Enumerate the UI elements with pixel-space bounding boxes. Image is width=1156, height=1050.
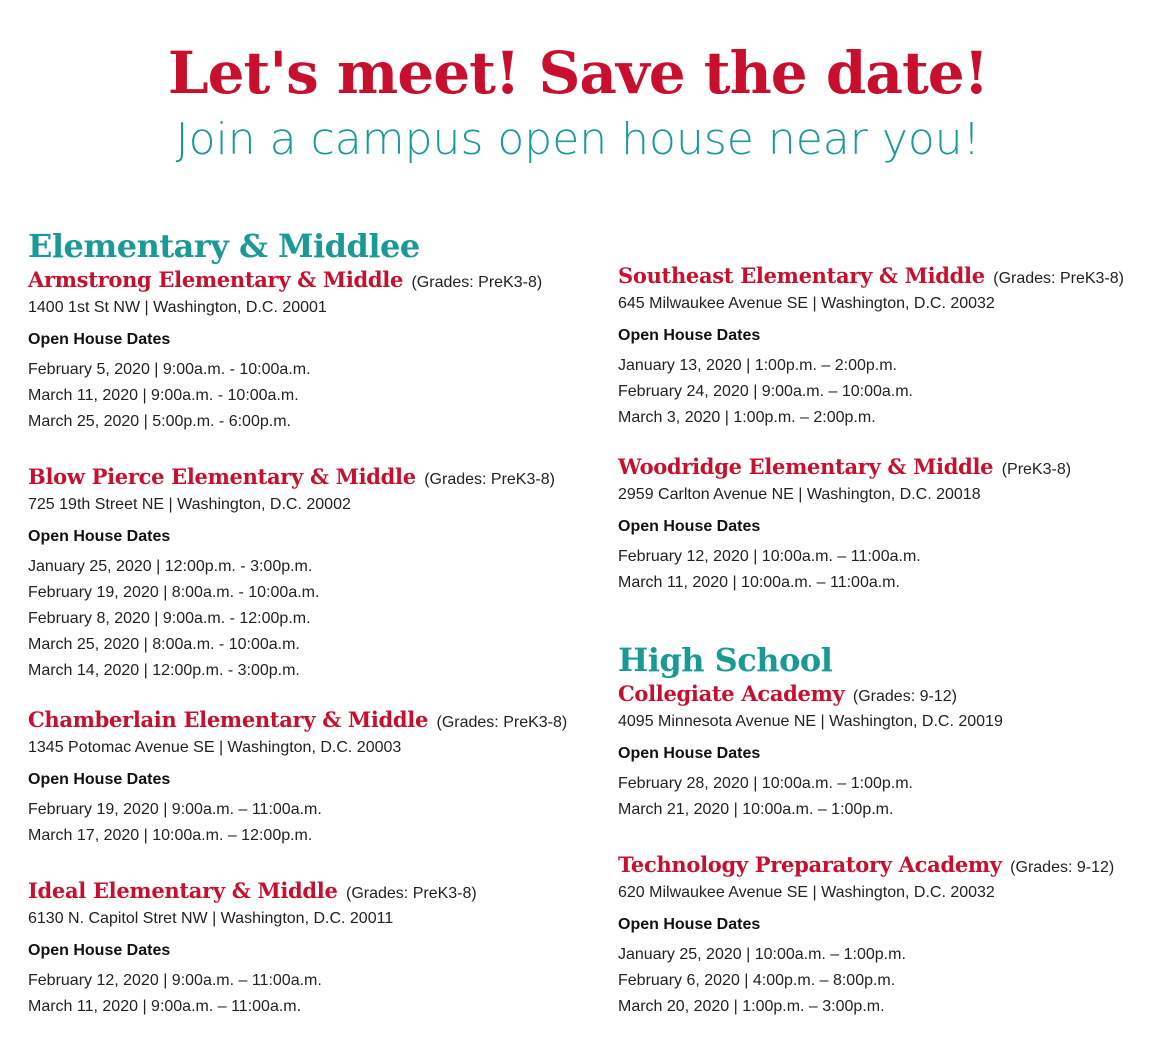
school-name: Ideal Elementary & Middle: [28, 878, 338, 903]
date-row: March 14, 2020 | 12:00p.m. - 3:00p.m.: [28, 662, 300, 679]
open-house-label: Open House Dates: [28, 528, 171, 545]
section-title-elementary: Elementary & Middlee: [28, 227, 420, 265]
school-name: Technology Preparatory Academy: [618, 852, 1002, 877]
school-grades: (Grades: PreK3-8): [993, 270, 1124, 287]
open-house-label: Open House Dates: [28, 331, 171, 348]
school-heading: [28, 877, 588, 908]
school-grades: (Grades: 9-12): [852, 688, 957, 705]
school-address: 645 Milwaukee Avenue SE | Washington, D.C. 20032: [618, 295, 995, 312]
open-house-label: Open House Dates: [618, 327, 761, 344]
school-ideal: [28, 877, 588, 1020]
school-grades: (Grades: PreK3-8): [346, 885, 477, 902]
open-house-label: Open House Dates: [618, 745, 761, 762]
school-woodridge: [618, 453, 1156, 596]
right-column: [618, 262, 1156, 1020]
left-column: [28, 226, 588, 1020]
date-row: February 5, 2020 | 9:00a.m. - 10:00a.m.: [28, 361, 311, 378]
school-name: Chamberlain Elementary & Middle: [28, 707, 429, 732]
open-house-label: Open House Dates: [28, 771, 171, 788]
date-row: February 12, 2020 | 10:00a.m. – 11:00a.m.: [618, 548, 921, 565]
date-row: March 20, 2020 | 1:00p.m. – 3:00p.m.: [618, 998, 885, 1015]
school-chamberlain: [28, 706, 588, 849]
hero-title: Let's meet! Save the date!: [167, 39, 989, 107]
school-heading: [28, 266, 588, 297]
school-address: 1400 1st St NW | Washington, D.C. 20001: [28, 299, 327, 316]
school-technology-prep: [618, 851, 1156, 1020]
school-name: Blow Pierce Elementary & Middle: [28, 464, 416, 489]
school-armstrong: [28, 266, 588, 435]
date-row: February 24, 2020 | 9:00a.m. – 10:00a.m.: [618, 383, 913, 400]
school-address: 4095 Minnesota Avenue NE | Washington, D.C. 20019: [618, 713, 1003, 730]
date-row: March 3, 2020 | 1:00p.m. – 2:00p.m.: [618, 409, 876, 426]
date-row: March 25, 2020 | 5:00p.m. - 6:00p.m.: [28, 413, 291, 430]
date-row: January 25, 2020 | 12:00p.m. - 3:00p.m.: [28, 558, 313, 575]
school-heading: [28, 463, 588, 494]
school-heading: [618, 851, 1156, 882]
school-grades: (Grades: PreK3-8): [436, 714, 568, 731]
school-grades: (Grades: 9-12): [1010, 859, 1115, 876]
section-title-high-school: High School: [618, 641, 833, 679]
school-heading: [618, 453, 1156, 484]
school-collegiate: [618, 680, 1156, 823]
school-grades: (PreK3-8): [1001, 461, 1072, 478]
date-row: February 12, 2020 | 9:00a.m. – 11:00a.m.: [28, 972, 322, 989]
date-row: February 19, 2020 | 8:00a.m. - 10:00a.m.: [28, 584, 320, 601]
date-row: March 21, 2020 | 10:00a.m. – 1:00p.m.: [618, 801, 894, 818]
date-row: January 13, 2020 | 1:00p.m. – 2:00p.m.: [618, 357, 897, 374]
school-grades: (Grades: PreK3-8): [411, 274, 543, 291]
school-address: 1345 Potomac Avenue SE | Washington, D.C. 20003: [28, 739, 402, 756]
date-row: March 17, 2020 | 10:00a.m. – 12:00p.m.: [28, 827, 313, 844]
school-name: Woodridge Elementary & Middle: [618, 454, 994, 479]
open-house-label: Open House Dates: [618, 518, 761, 535]
school-address: 620 Milwaukee Avenue SE | Washington, D.C. 20032: [618, 884, 995, 901]
school-address: 725 19th Street NE | Washington, D.C. 20002: [28, 496, 351, 513]
date-row: March 11, 2020 | 9:00a.m. – 11:00a.m.: [28, 998, 302, 1015]
date-row: February 28, 2020 | 10:00a.m. – 1:00p.m.: [618, 775, 913, 792]
school-name: Collegiate Academy: [618, 681, 845, 706]
school-heading: [28, 706, 588, 737]
school-name: Armstrong Elementary & Middle: [28, 267, 404, 292]
date-row: February 6, 2020 | 4:00p.m. – 8:00p.m.: [618, 972, 896, 989]
school-address: 2959 Carlton Avenue NE | Washington, D.C. 20018: [618, 486, 981, 503]
date-row: February 19, 2020 | 9:00a.m. – 11:00a.m.: [28, 801, 322, 818]
school-blow-pierce: [28, 463, 588, 684]
school-heading: [618, 262, 1156, 293]
school-southeast: [618, 262, 1156, 431]
school-grades: (Grades: PreK3-8): [424, 471, 555, 488]
school-name: Southeast Elementary & Middle: [618, 263, 985, 288]
date-row: March 25, 2020 | 8:00a.m. - 10:00a.m.: [28, 636, 300, 653]
school-address: 6130 N. Capitol Stret NW | Washington, D.C. 20011: [28, 910, 394, 927]
date-row: February 8, 2020 | 9:00a.m. - 12:00p.m.: [28, 610, 311, 627]
date-row: March 11, 2020 | 9:00a.m. - 10:00a.m.: [28, 387, 299, 404]
school-heading: [618, 680, 1156, 711]
date-row: January 25, 2020 | 10:00a.m. – 1:00p.m.: [618, 946, 906, 963]
open-house-label: Open House Dates: [618, 916, 761, 933]
date-row: March 11, 2020 | 10:00a.m. – 11:00a.m.: [618, 574, 900, 591]
hero-subtitle: Join a campus open house near you!: [175, 114, 981, 165]
open-house-label: Open House Dates: [28, 942, 171, 959]
